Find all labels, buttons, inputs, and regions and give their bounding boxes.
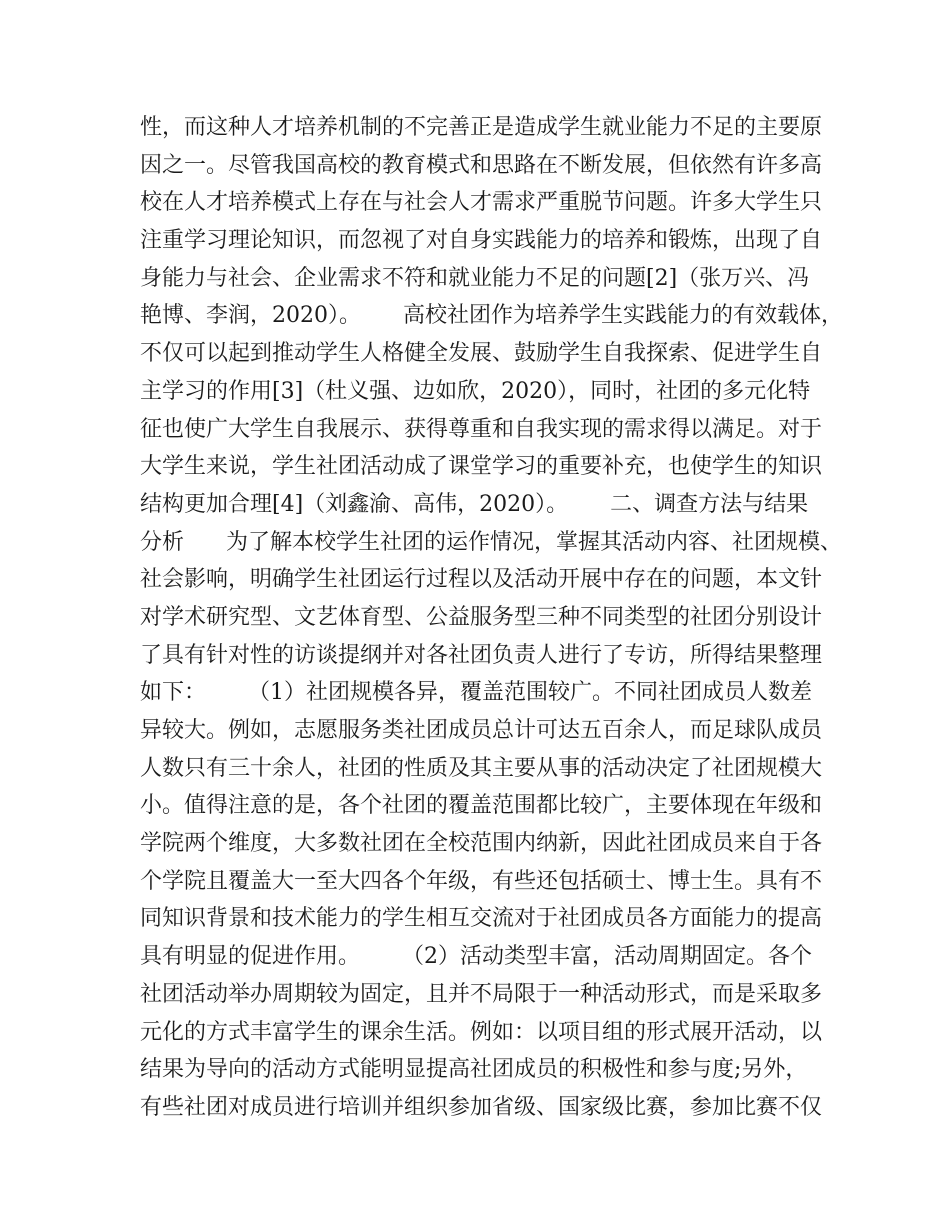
text-line: 同知识背景和技术能力的学生相互交流对于社团成员各方面能力的提高 [140,906,823,932]
text-line: 艳博、李润，2020）。 高校社团作为培养学生实践能力的有效载体， [140,303,843,329]
text-line: 元化的方式丰富学生的课余生活。例如：以项目组的形式展开活动，以 [140,1019,823,1045]
text-line: 结果为导向的活动方式能明显提高社团成员的积极性和参与度;另外， [140,1057,808,1083]
text-line: 注重学习理论知识，而忽视了对自身实践能力的培养和锻炼，出现了自 [140,228,823,254]
text-line: 性，而这种人才培养机制的不完善正是造成学生就业能力不足的主要原 [140,115,823,140]
text-line: 人数只有三十余人，社团的性质及其主要从事的活动决定了社团规模大 [140,755,823,781]
text-line: 结构更加合理[4]（刘鑫渝、高伟，2020）。 二、调查方法与结果 [140,491,809,517]
text-line: 如下： （1）社团规模各异，覆盖范围较广。不同社团成员人数差 [140,680,812,706]
text-line: 校在人才培养模式上存在与社会人才需求严重脱节问题。许多大学生只 [140,190,823,216]
text-line: 因之一。尽管我国高校的教育模式和思路在不断发展，但依然有许多高 [140,152,823,178]
text-line: 对学术研究型、文艺体育型、公益服务型三种不同类型的社团分别设计 [140,604,823,630]
text-line: 身能力与社会、企业需求不符和就业能力不足的问题[2]（张万兴、冯 [140,265,810,291]
text-line: 有些社团对成员进行培训并组织参加省级、国家级比赛，参加比赛不仅 [140,1094,823,1120]
text-line: 大学生来说，学生社团活动成了课堂学习的重要补充，也使学生的知识 [140,454,823,480]
text-line: 社团活动举办周期较为固定，且并不局限于一种活动形式，而是采取多 [140,981,823,1007]
text-line: 社会影响，明确学生社团运行过程以及活动开展中存在的问题，本文针 [140,567,823,593]
text-line: 主学习的作用[3]（杜义强、边如欣，2020），同时，社团的多元化特 [140,378,811,404]
text-line: 小。值得注意的是，各个社团的覆盖范围都比较广，主要体现在年级和 [140,793,823,819]
text-line: 学院两个维度，大多数社团在全校范围内纳新，因此社团成员来自于各 [140,831,823,857]
text-line: 征也使广大学生自我展示、获得尊重和自我实现的需求得以满足。对于 [140,416,823,442]
text-line: 具有明显的促进作用。 （2）活动类型丰富，活动周期固定。各个 [140,944,812,970]
text-line: 了具有针对性的访谈提纲并对各社团负责人进行了专访，所得结果整理 [140,642,823,668]
text-line: 不仅可以起到推动学生人格健全发展、鼓励学生自我探索、促进学生自 [140,341,823,367]
text-line: 个学院且覆盖大一至大四各个年级，有些还包括硕士、博士生。具有不 [140,868,823,894]
text-line: 异较大。例如，志愿服务类社团成员总计可达五百余人，而足球队成员 [140,718,823,743]
body-text [140,109,843,1127]
text-line: 分析 为了解本校学生社团的运作情况，掌握其活动内容、社团规模、 [140,529,842,555]
